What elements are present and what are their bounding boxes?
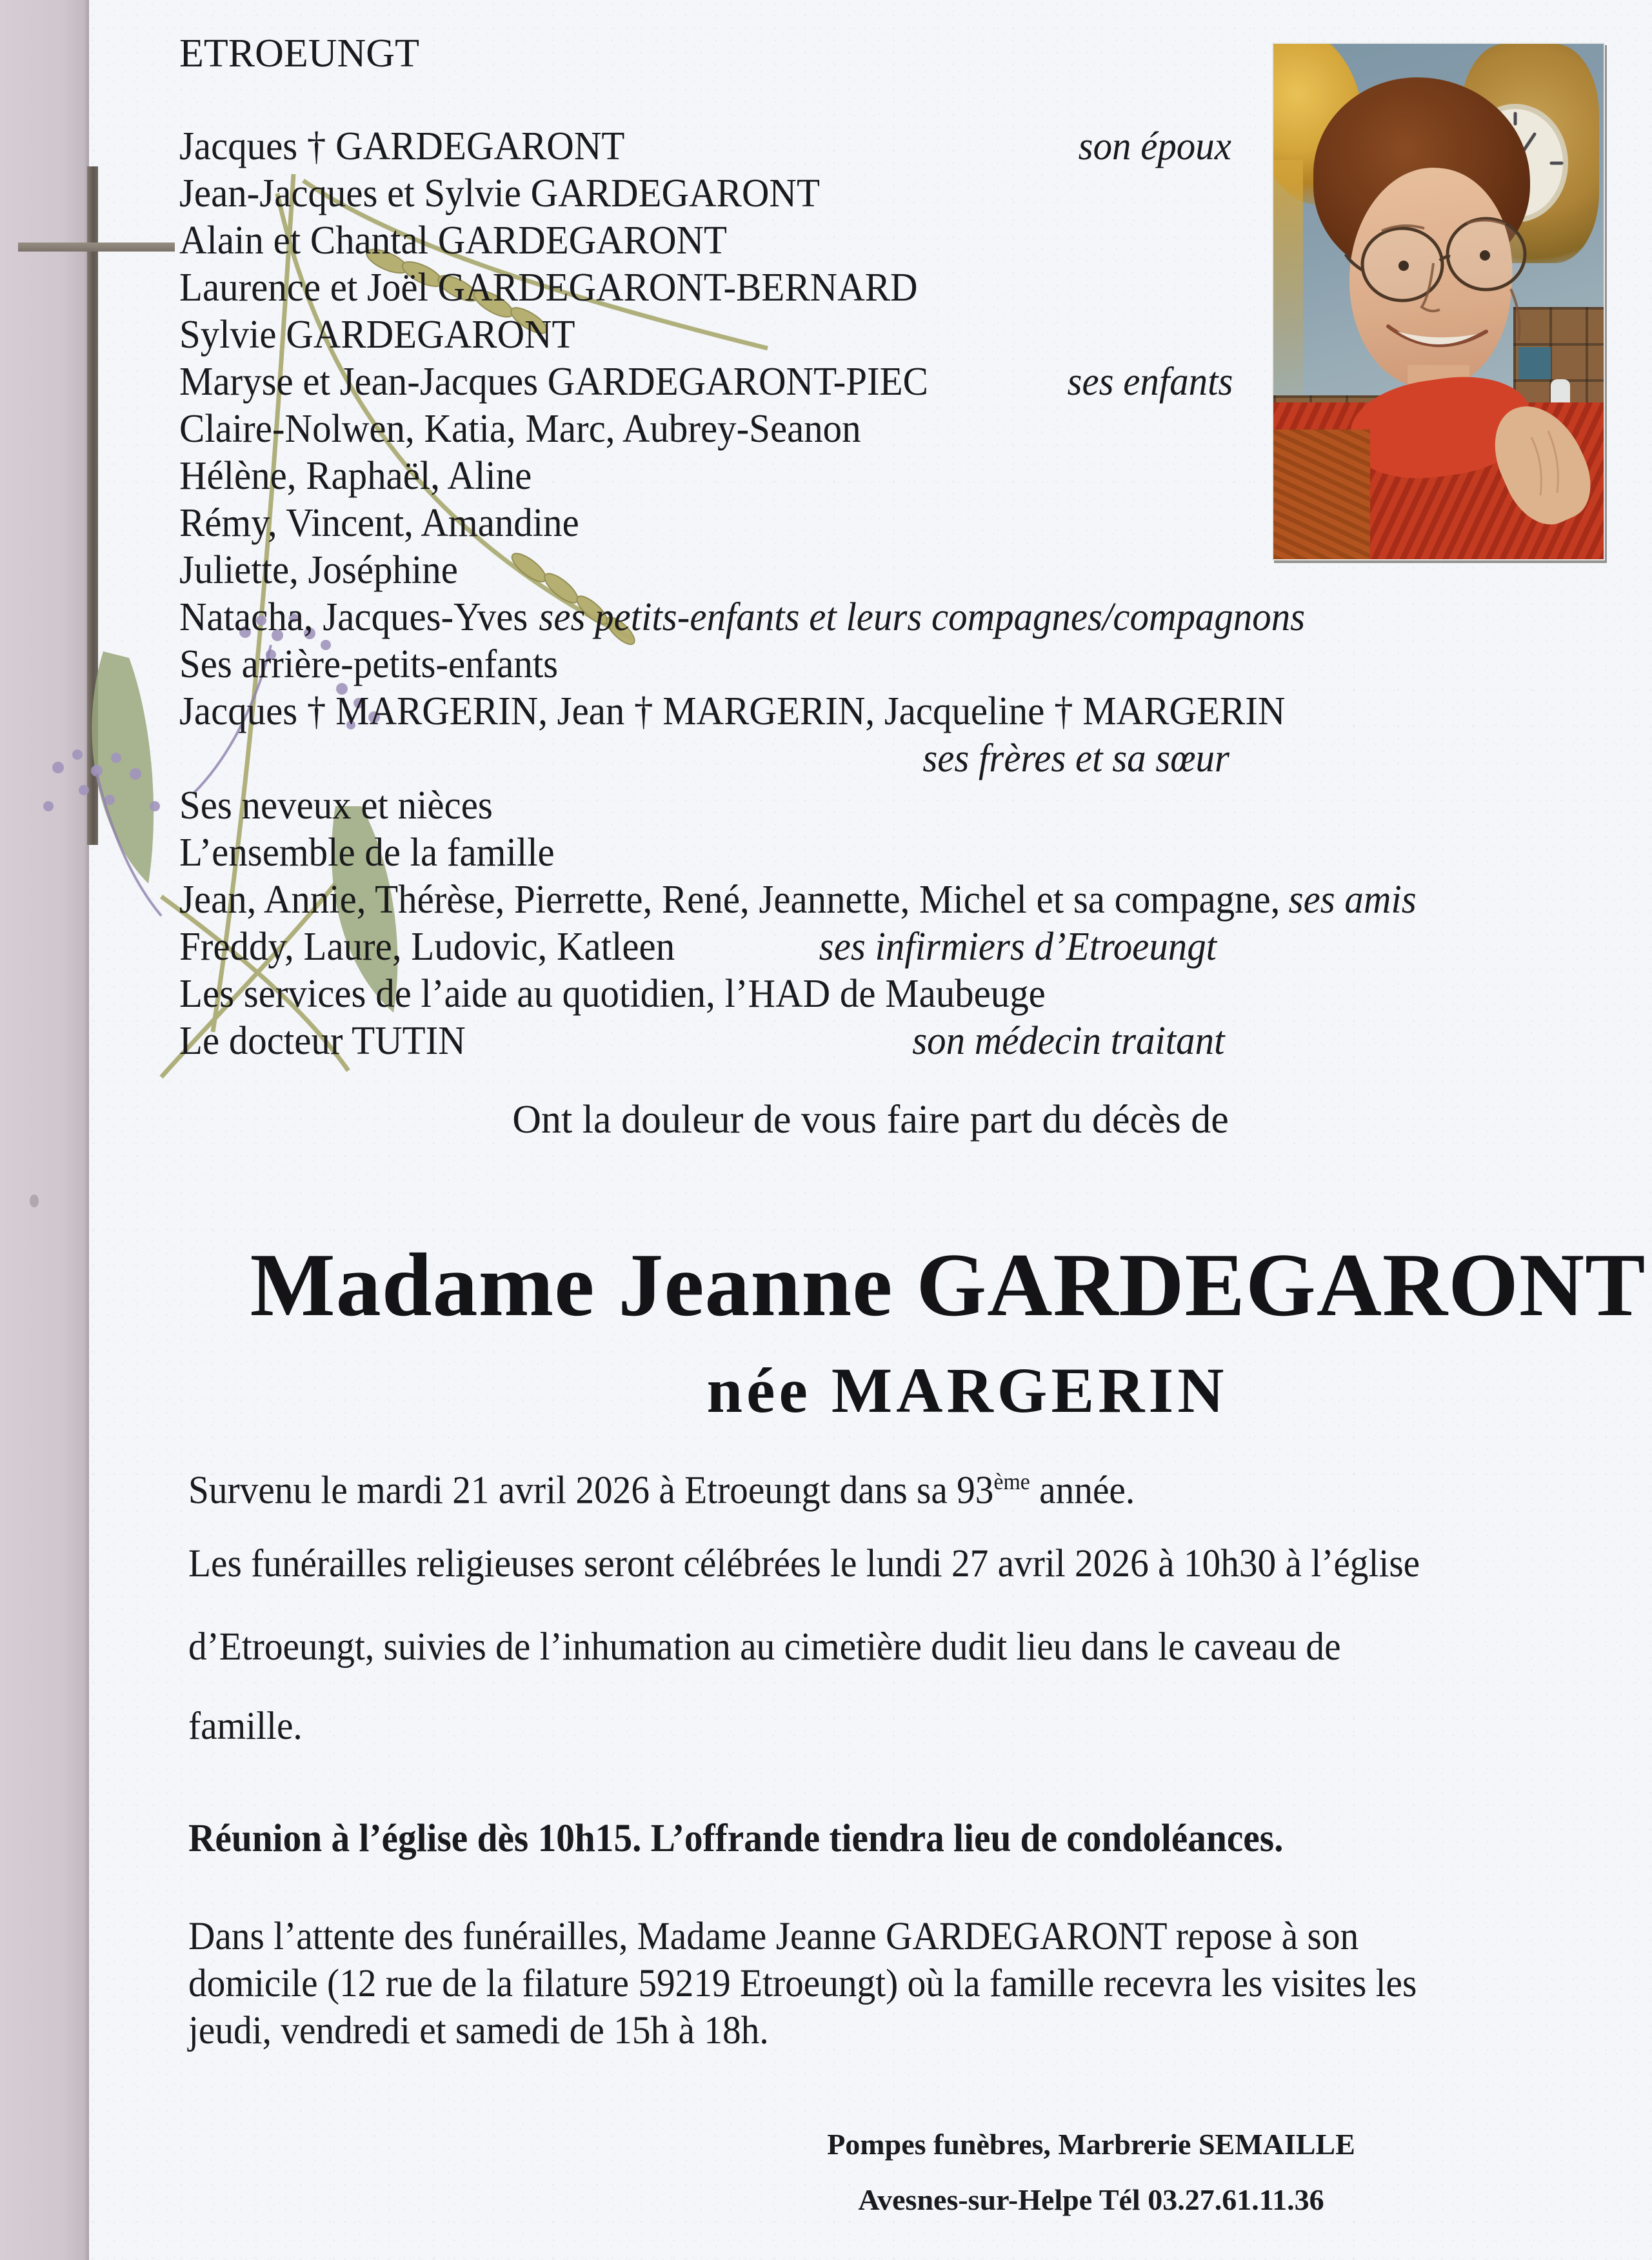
mourner-names: Les services de l’aide au quotidien, l’HAD de Maubeuge	[179, 972, 1046, 1016]
mourner-relation: ses petits-enfants et leurs compagnes/compagnons	[539, 595, 1306, 639]
funeral-home-footer	[89, 2117, 1652, 2228]
mourner-names: Alain et Chantal GARDEGARONT	[179, 219, 728, 263]
mourner-names: Le docteur TUTIN	[179, 1019, 466, 1063]
mourner-line	[179, 312, 1417, 359]
funeral-home-name: Pompes funèbres, Marbrerie SEMAILLE	[827, 2128, 1355, 2161]
repose-line-2: domicile (12 rue de la filature 59219 Etroeungt) où la famille recevra les visites les	[188, 1962, 1417, 2005]
mourner-line	[179, 547, 1417, 594]
deceased-name: Madame Jeanne GARDEGARONT	[250, 1235, 1646, 1335]
mourner-line	[179, 782, 1417, 829]
mourner-line	[179, 735, 1417, 782]
mourner-relation: son époux	[1078, 124, 1231, 168]
scan-smudge	[30, 1194, 39, 1207]
mourner-line	[179, 123, 1417, 170]
mourner-line	[179, 594, 1417, 641]
mourner-line	[179, 500, 1417, 547]
mourner-relation: ses infirmiers d’Etroeungt	[819, 925, 1217, 969]
mourner-names: Jean, Annie, Thérèse, Pierrette, René, Jeannette, Michel et sa compagne,	[179, 878, 1280, 922]
mourner-line	[179, 1018, 1417, 1065]
repose-paragraph	[188, 1913, 1417, 2054]
mourner-line	[179, 641, 1417, 688]
mourner-line	[179, 924, 1417, 971]
mourner-relation: ses frères et sa sœur	[922, 737, 1229, 780]
mourners-list	[179, 123, 1417, 1065]
maiden-name: née MARGERIN	[706, 1354, 1228, 1426]
death-line-text: Survenu le mardi 21 avril 2026 à Etroeungt dans sa 93	[188, 1469, 994, 1512]
mourner-line	[179, 877, 1417, 924]
funeral-line-1: Les funérailles religieuses seront célébrées le lundi 27 avril 2026 à 10h30 à l’église	[188, 1542, 1420, 1585]
repose-line-3: jeudi, vendredi et samedi de 15h à 18h.	[188, 2009, 769, 2052]
death-line	[188, 1458, 1135, 1514]
mourner-line	[179, 829, 1417, 877]
commune-heading: ETROEUNGT	[179, 32, 419, 75]
funeral-home-contact: Avesnes-sur-Helpe Tél 03.27.61.11.36	[858, 2183, 1324, 2216]
intro-line: Ont la douleur de vous faire part du décès de	[512, 1098, 1229, 1142]
mourner-names: Ses neveux et nièces	[179, 784, 493, 828]
mourner-names: Jean-Jacques et Sylvie GARDEGARONT	[179, 172, 820, 215]
mourner-names: Sylvie GARDEGARONT	[179, 313, 575, 357]
mourner-names: Rémy, Vincent, Amandine	[179, 501, 579, 545]
mourner-line	[179, 217, 1417, 264]
mourner-relation: ses amis	[1288, 878, 1417, 922]
mourner-names: Juliette, Joséphine	[179, 548, 458, 592]
death-line-superscript: ème	[993, 1469, 1030, 1494]
mourner-names: Ses arrière-petits-enfants	[179, 642, 559, 686]
death-line-end: année.	[1030, 1469, 1135, 1512]
mourner-names: L’ensemble de la famille	[179, 831, 555, 875]
mourner-line	[179, 264, 1417, 312]
mourner-names: Maryse et Jean-Jacques GARDEGARONT-PIEC	[179, 360, 928, 404]
mourner-names: Laurence et Joël GARDEGARONT-BERNARD	[179, 266, 918, 310]
funeral-line-2: d’Etroeungt, suivies de l’inhumation au cimetière dudit lieu dans le caveau de	[188, 1625, 1341, 1669]
mourner-line	[179, 971, 1417, 1018]
repose-line-1: Dans l’attente des funérailles, Madame Jeanne GARDEGARONT repose à son	[188, 1915, 1359, 1958]
mourner-line	[179, 170, 1417, 217]
meeting-line: Réunion à l’église dès 10h15. L’offrande tiendra lieu de condoléances.	[188, 1817, 1284, 1860]
mourner-names: Jacques † GARDEGARONT	[179, 124, 625, 168]
mourner-relation: ses enfants	[1067, 360, 1233, 404]
mourner-line	[179, 688, 1417, 735]
mourner-line	[179, 453, 1417, 500]
funeral-line-3: famille.	[188, 1705, 303, 1748]
mourner-names: Freddy, Laure, Ludovic, Katleen	[179, 925, 675, 969]
mourner-relation: son médecin traitant	[912, 1019, 1225, 1063]
mourner-line	[179, 406, 1417, 453]
mourner-names: Jacques † MARGERIN, Jean † MARGERIN, Jacqueline † MARGERIN	[179, 689, 1286, 733]
mourner-names: Hélène, Raphaël, Aline	[179, 454, 532, 498]
mourner-names: Natacha, Jacques-Yves	[179, 595, 528, 639]
mourner-line	[179, 359, 1417, 406]
mourner-names: Claire-Nolwen, Katia, Marc, Aubrey-Seanon	[179, 407, 861, 451]
